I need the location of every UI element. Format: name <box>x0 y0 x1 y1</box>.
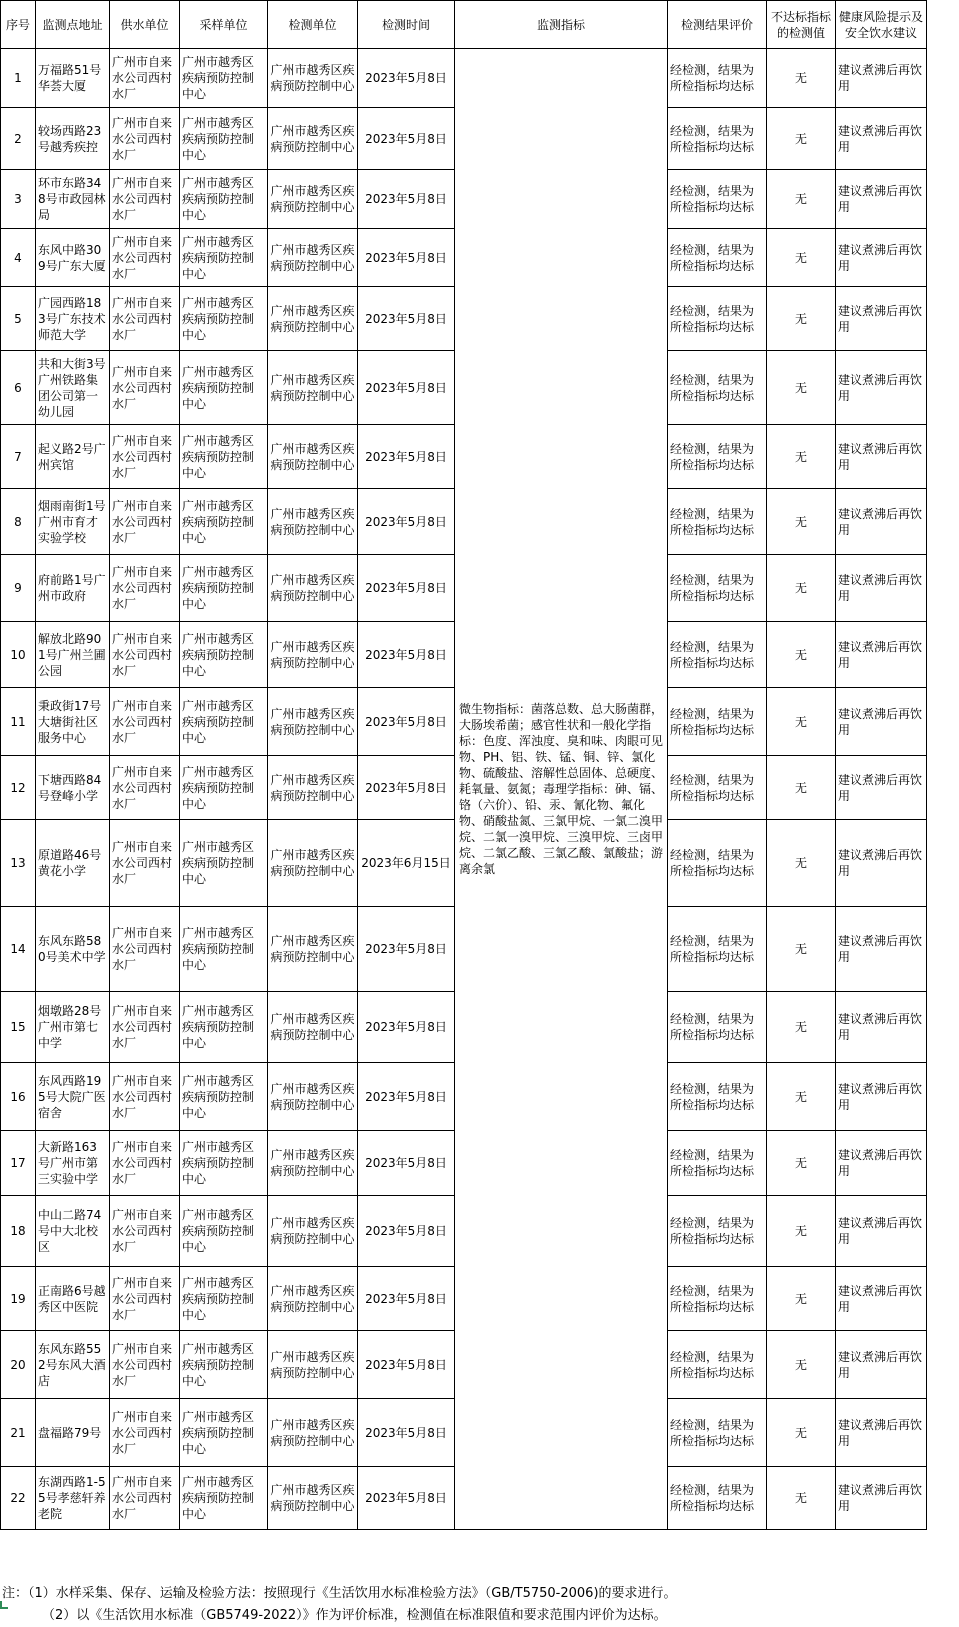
row-no: 6 <box>1 351 36 425</box>
header-date: 检测时间 <box>358 1 455 49</box>
row-tester: 广州市越秀区疾病预防控制中心 <box>268 622 358 688</box>
header-supplier: 供水单位 <box>110 1 180 49</box>
row-value: 无 <box>767 425 836 489</box>
row-sampler: 广州市越秀区疾病预防控制中心 <box>180 1131 268 1196</box>
row-result: 经检测，结果为所检指标均达标 <box>668 1267 767 1331</box>
row-no: 4 <box>1 229 36 287</box>
row-value: 无 <box>767 49 836 108</box>
row-advice: 建议煮沸后再饮用 <box>836 555 927 622</box>
row-address: 烟墩路28号广州市第七中学 <box>36 992 110 1063</box>
row-no: 21 <box>1 1399 36 1467</box>
row-address: 较场西路23号越秀疾控 <box>36 108 110 170</box>
row-result: 经检测，结果为所检指标均达标 <box>668 108 767 170</box>
row-tester: 广州市越秀区疾病预防控制中心 <box>268 1267 358 1331</box>
row-address: 烟雨南街1号广州市育才实验学校 <box>36 489 110 555</box>
row-value: 无 <box>767 108 836 170</box>
row-address: 起义路2号广州宾馆 <box>36 425 110 489</box>
row-no: 2 <box>1 108 36 170</box>
row-advice: 建议煮沸后再饮用 <box>836 820 927 907</box>
row-value: 无 <box>767 351 836 425</box>
row-sampler: 广州市越秀区疾病预防控制中心 <box>180 555 268 622</box>
row-advice: 建议煮沸后再饮用 <box>836 489 927 555</box>
row-no: 15 <box>1 992 36 1063</box>
row-supplier: 广州市自来水公司西村水厂 <box>110 351 180 425</box>
row-advice: 建议煮沸后再饮用 <box>836 907 927 992</box>
row-result: 经检测，结果为所检指标均达标 <box>668 1196 767 1267</box>
row-supplier: 广州市自来水公司西村水厂 <box>110 1331 180 1399</box>
row-result: 经检测，结果为所检指标均达标 <box>668 1331 767 1399</box>
header-no: 序号 <box>1 1 36 49</box>
row-result: 经检测，结果为所检指标均达标 <box>668 425 767 489</box>
row-address: 盘福路79号 <box>36 1399 110 1467</box>
row-result: 经检测，结果为所检指标均达标 <box>668 351 767 425</box>
row-no: 3 <box>1 170 36 229</box>
row-value: 无 <box>767 229 836 287</box>
row-tester: 广州市越秀区疾病预防控制中心 <box>268 489 358 555</box>
row-value: 无 <box>767 287 836 351</box>
row-date: 2023年6月15日 <box>358 820 455 907</box>
row-address: 东湖西路1-55号孝慈轩养老院 <box>36 1467 110 1530</box>
row-supplier: 广州市自来水公司西村水厂 <box>110 287 180 351</box>
row-address: 下塘西路84号登峰小学 <box>36 756 110 820</box>
row-no: 19 <box>1 1267 36 1331</box>
row-no: 10 <box>1 622 36 688</box>
row-supplier: 广州市自来水公司西村水厂 <box>110 1196 180 1267</box>
row-sampler: 广州市越秀区疾病预防控制中心 <box>180 992 268 1063</box>
row-tester: 广州市越秀区疾病预防控制中心 <box>268 170 358 229</box>
row-address: 大新路163号广州市第三实验中学 <box>36 1131 110 1196</box>
row-address: 正南路6号越秀区中医院 <box>36 1267 110 1331</box>
row-supplier: 广州市自来水公司西村水厂 <box>110 1399 180 1467</box>
row-no: 16 <box>1 1063 36 1131</box>
row-advice: 建议煮沸后再饮用 <box>836 351 927 425</box>
row-tester: 广州市越秀区疾病预防控制中心 <box>268 555 358 622</box>
row-date: 2023年5月8日 <box>358 229 455 287</box>
row-date: 2023年5月8日 <box>358 555 455 622</box>
row-result: 经检测，结果为所检指标均达标 <box>668 555 767 622</box>
row-tester: 广州市越秀区疾病预防控制中心 <box>268 756 358 820</box>
row-supplier: 广州市自来水公司西村水厂 <box>110 1267 180 1331</box>
row-value: 无 <box>767 170 836 229</box>
row-date: 2023年5月8日 <box>358 756 455 820</box>
row-address: 解放北路901号广州兰圃公园 <box>36 622 110 688</box>
row-date: 2023年5月8日 <box>358 351 455 425</box>
row-sampler: 广州市越秀区疾病预防控制中心 <box>180 688 268 756</box>
row-address: 东风东路552号东风大酒店 <box>36 1331 110 1399</box>
row-no: 7 <box>1 425 36 489</box>
row-no: 20 <box>1 1331 36 1399</box>
row-sampler: 广州市越秀区疾病预防控制中心 <box>180 907 268 992</box>
row-supplier: 广州市自来水公司西村水厂 <box>110 622 180 688</box>
row-no: 1 <box>1 49 36 108</box>
row-result: 经检测，结果为所检指标均达标 <box>668 622 767 688</box>
row-value: 无 <box>767 1131 836 1196</box>
row-tester: 广州市越秀区疾病预防控制中心 <box>268 1063 358 1131</box>
row-result: 经检测，结果为所检指标均达标 <box>668 1467 767 1530</box>
header-address: 监测点地址 <box>36 1 110 49</box>
row-tester: 广州市越秀区疾病预防控制中心 <box>268 1467 358 1530</box>
header-result: 检测结果评价 <box>668 1 767 49</box>
header-sampler: 采样单位 <box>180 1 268 49</box>
row-supplier: 广州市自来水公司西村水厂 <box>110 229 180 287</box>
row-sampler: 广州市越秀区疾病预防控制中心 <box>180 229 268 287</box>
row-advice: 建议煮沸后再饮用 <box>836 287 927 351</box>
row-no: 14 <box>1 907 36 992</box>
indicators-cell: 微生物指标：菌落总数、总大肠菌群，大肠埃希菌；感官性状和一般化学指标：色度、浑浊度、臭和味、肉眼可见物、PH、铝、铁、锰、铜、锌、氯化物、硫酸盐、溶解性总固体、总硬度、耗氧量、氨氮；毒理学指标：砷、镉、铬（六价）、铅、汞、氰化物、氟化物、硝酸盐氮、三氯甲烷、一氯二溴甲烷、二氯一溴甲烷、三溴甲烷、三卤甲烷、二氯乙酸、三氯乙酸、氯酸盐；游离余氯 <box>455 49 668 1530</box>
row-advice: 建议煮沸后再饮用 <box>836 688 927 756</box>
row-advice: 建议煮沸后再饮用 <box>836 425 927 489</box>
row-tester: 广州市越秀区疾病预防控制中心 <box>268 108 358 170</box>
row-advice: 建议煮沸后再饮用 <box>836 622 927 688</box>
row-date: 2023年5月8日 <box>358 907 455 992</box>
row-no: 8 <box>1 489 36 555</box>
row-address: 共和大街3号广州铁路集团公司第一幼儿园 <box>36 351 110 425</box>
row-supplier: 广州市自来水公司西村水厂 <box>110 489 180 555</box>
row-no: 17 <box>1 1131 36 1196</box>
row-supplier: 广州市自来水公司西村水厂 <box>110 1063 180 1131</box>
header-advice: 健康风险提示及安全饮水建议 <box>836 1 927 49</box>
row-sampler: 广州市越秀区疾病预防控制中心 <box>180 1331 268 1399</box>
row-tester: 广州市越秀区疾病预防控制中心 <box>268 1399 358 1467</box>
row-date: 2023年5月8日 <box>358 1131 455 1196</box>
row-tester: 广州市越秀区疾病预防控制中心 <box>268 1131 358 1196</box>
row-supplier: 广州市自来水公司西村水厂 <box>110 108 180 170</box>
row-result: 经检测，结果为所检指标均达标 <box>668 49 767 108</box>
header-indicators: 监测指标 <box>455 1 668 49</box>
row-address: 原道路46号黄花小学 <box>36 820 110 907</box>
row-advice: 建议煮沸后再饮用 <box>836 992 927 1063</box>
row-address: 广园西路183号广东技术师范大学 <box>36 287 110 351</box>
row-value: 无 <box>767 1399 836 1467</box>
row-supplier: 广州市自来水公司西村水厂 <box>110 425 180 489</box>
row-sampler: 广州市越秀区疾病预防控制中心 <box>180 49 268 108</box>
row-value: 无 <box>767 1467 836 1530</box>
row-date: 2023年5月8日 <box>358 1196 455 1267</box>
row-sampler: 广州市越秀区疾病预防控制中心 <box>180 1267 268 1331</box>
row-no: 5 <box>1 287 36 351</box>
row-sampler: 广州市越秀区疾病预防控制中心 <box>180 1467 268 1530</box>
row-sampler: 广州市越秀区疾病预防控制中心 <box>180 351 268 425</box>
cell-marker-icon <box>0 1601 8 1609</box>
row-tester: 广州市越秀区疾病预防控制中心 <box>268 1331 358 1399</box>
row-sampler: 广州市越秀区疾病预防控制中心 <box>180 1196 268 1267</box>
row-result: 经检测，结果为所检指标均达标 <box>668 489 767 555</box>
row-date: 2023年5月8日 <box>358 688 455 756</box>
row-value: 无 <box>767 555 836 622</box>
row-result: 经检测，结果为所检指标均达标 <box>668 170 767 229</box>
row-tester: 广州市越秀区疾病预防控制中心 <box>268 1196 358 1267</box>
row-advice: 建议煮沸后再饮用 <box>836 756 927 820</box>
row-date: 2023年5月8日 <box>358 425 455 489</box>
table-row <box>1 49 927 108</box>
row-advice: 建议煮沸后再饮用 <box>836 1399 927 1467</box>
row-no: 13 <box>1 820 36 907</box>
row-advice: 建议煮沸后再饮用 <box>836 49 927 108</box>
row-supplier: 广州市自来水公司西村水厂 <box>110 907 180 992</box>
row-no: 9 <box>1 555 36 622</box>
row-address: 秉政街17号大塘街社区服务中心 <box>36 688 110 756</box>
row-date: 2023年5月8日 <box>358 1267 455 1331</box>
row-sampler: 广州市越秀区疾病预防控制中心 <box>180 622 268 688</box>
row-address: 东风东路580号美术中学 <box>36 907 110 992</box>
row-date: 2023年5月8日 <box>358 622 455 688</box>
row-address: 东风西路195号大院广医宿舍 <box>36 1063 110 1131</box>
row-sampler: 广州市越秀区疾病预防控制中心 <box>180 1399 268 1467</box>
row-supplier: 广州市自来水公司西村水厂 <box>110 1131 180 1196</box>
row-tester: 广州市越秀区疾病预防控制中心 <box>268 820 358 907</box>
notes <box>2 1583 957 1627</box>
row-sampler: 广州市越秀区疾病预防控制中心 <box>180 756 268 820</box>
row-result: 经检测，结果为所检指标均达标 <box>668 1131 767 1196</box>
row-date: 2023年5月8日 <box>358 1399 455 1467</box>
row-date: 2023年5月8日 <box>358 1063 455 1131</box>
row-advice: 建议煮沸后再饮用 <box>836 1267 927 1331</box>
row-result: 经检测，结果为所检指标均达标 <box>668 688 767 756</box>
row-advice: 建议煮沸后再饮用 <box>836 1467 927 1530</box>
row-no: 18 <box>1 1196 36 1267</box>
row-value: 无 <box>767 1267 836 1331</box>
row-supplier: 广州市自来水公司西村水厂 <box>110 756 180 820</box>
row-value: 无 <box>767 1063 836 1131</box>
row-date: 2023年5月8日 <box>358 1467 455 1530</box>
row-address: 中山二路74号中大北校区 <box>36 1196 110 1267</box>
row-value: 无 <box>767 688 836 756</box>
row-result: 经检测，结果为所检指标均达标 <box>668 907 767 992</box>
row-no: 11 <box>1 688 36 756</box>
row-date: 2023年5月8日 <box>358 49 455 108</box>
row-advice: 建议煮沸后再饮用 <box>836 170 927 229</box>
row-address: 环市东路348号市政园林局 <box>36 170 110 229</box>
row-result: 经检测，结果为所检指标均达标 <box>668 820 767 907</box>
row-address: 万福路51号华荟大厦 <box>36 49 110 108</box>
row-tester: 广州市越秀区疾病预防控制中心 <box>268 351 358 425</box>
row-sampler: 广州市越秀区疾病预防控制中心 <box>180 170 268 229</box>
row-sampler: 广州市越秀区疾病预防控制中心 <box>180 108 268 170</box>
row-supplier: 广州市自来水公司西村水厂 <box>110 688 180 756</box>
row-value: 无 <box>767 907 836 992</box>
row-tester: 广州市越秀区疾病预防控制中心 <box>268 688 358 756</box>
row-date: 2023年5月8日 <box>358 489 455 555</box>
header-value: 不达标指标的检测值 <box>767 1 836 49</box>
row-sampler: 广州市越秀区疾病预防控制中心 <box>180 820 268 907</box>
row-address: 府前路1号广州市政府 <box>36 555 110 622</box>
row-no: 12 <box>1 756 36 820</box>
row-advice: 建议煮沸后再饮用 <box>836 1131 927 1196</box>
row-tester: 广州市越秀区疾病预防控制中心 <box>268 907 358 992</box>
row-advice: 建议煮沸后再饮用 <box>836 1063 927 1131</box>
row-supplier: 广州市自来水公司西村水厂 <box>110 820 180 907</box>
row-supplier: 广州市自来水公司西村水厂 <box>110 49 180 108</box>
row-result: 经检测，结果为所检指标均达标 <box>668 229 767 287</box>
row-tester: 广州市越秀区疾病预防控制中心 <box>268 49 358 108</box>
row-result: 经检测，结果为所检指标均达标 <box>668 1063 767 1131</box>
row-result: 经检测，结果为所检指标均达标 <box>668 287 767 351</box>
row-sampler: 广州市越秀区疾病预防控制中心 <box>180 489 268 555</box>
row-result: 经检测，结果为所检指标均达标 <box>668 1399 767 1467</box>
row-sampler: 广州市越秀区疾病预防控制中心 <box>180 1063 268 1131</box>
row-value: 无 <box>767 992 836 1063</box>
row-supplier: 广州市自来水公司西村水厂 <box>110 170 180 229</box>
row-address: 东风中路309号广东大厦 <box>36 229 110 287</box>
row-date: 2023年5月8日 <box>358 108 455 170</box>
row-tester: 广州市越秀区疾病预防控制中心 <box>268 992 358 1063</box>
row-value: 无 <box>767 1331 836 1399</box>
row-result: 经检测，结果为所检指标均达标 <box>668 992 767 1063</box>
row-supplier: 广州市自来水公司西村水厂 <box>110 1467 180 1530</box>
row-no: 22 <box>1 1467 36 1530</box>
row-advice: 建议煮沸后再饮用 <box>836 108 927 170</box>
row-advice: 建议煮沸后再饮用 <box>836 1331 927 1399</box>
row-value: 无 <box>767 1196 836 1267</box>
row-sampler: 广州市越秀区疾病预防控制中心 <box>180 425 268 489</box>
row-date: 2023年5月8日 <box>358 287 455 351</box>
row-value: 无 <box>767 489 836 555</box>
note-2: （2）以《生活饮用水标准（GB5749-2022）》作为评价标准，检测值在标准限值和要求范围内评价为达标。 <box>42 1608 667 1623</box>
note-1: 注：（1）水样采集、保存、运输及检验方法：按照现行《生活饮用水标准检验方法》（GB/T5750-2006)的要求进行。 <box>2 1586 677 1601</box>
row-advice: 建议煮沸后再饮用 <box>836 229 927 287</box>
header-tester: 检测单位 <box>268 1 358 49</box>
row-date: 2023年5月8日 <box>358 170 455 229</box>
row-tester: 广州市越秀区疾病预防控制中心 <box>268 425 358 489</box>
row-value: 无 <box>767 756 836 820</box>
row-tester: 广州市越秀区疾病预防控制中心 <box>268 229 358 287</box>
row-supplier: 广州市自来水公司西村水厂 <box>110 555 180 622</box>
row-date: 2023年5月8日 <box>358 992 455 1063</box>
row-value: 无 <box>767 820 836 907</box>
row-value: 无 <box>767 622 836 688</box>
row-sampler: 广州市越秀区疾病预防控制中心 <box>180 287 268 351</box>
row-advice: 建议煮沸后再饮用 <box>836 1196 927 1267</box>
row-date: 2023年5月8日 <box>358 1331 455 1399</box>
row-supplier: 广州市自来水公司西村水厂 <box>110 992 180 1063</box>
row-result: 经检测，结果为所检指标均达标 <box>668 756 767 820</box>
header-row <box>1 1 927 49</box>
row-tester: 广州市越秀区疾病预防控制中心 <box>268 287 358 351</box>
